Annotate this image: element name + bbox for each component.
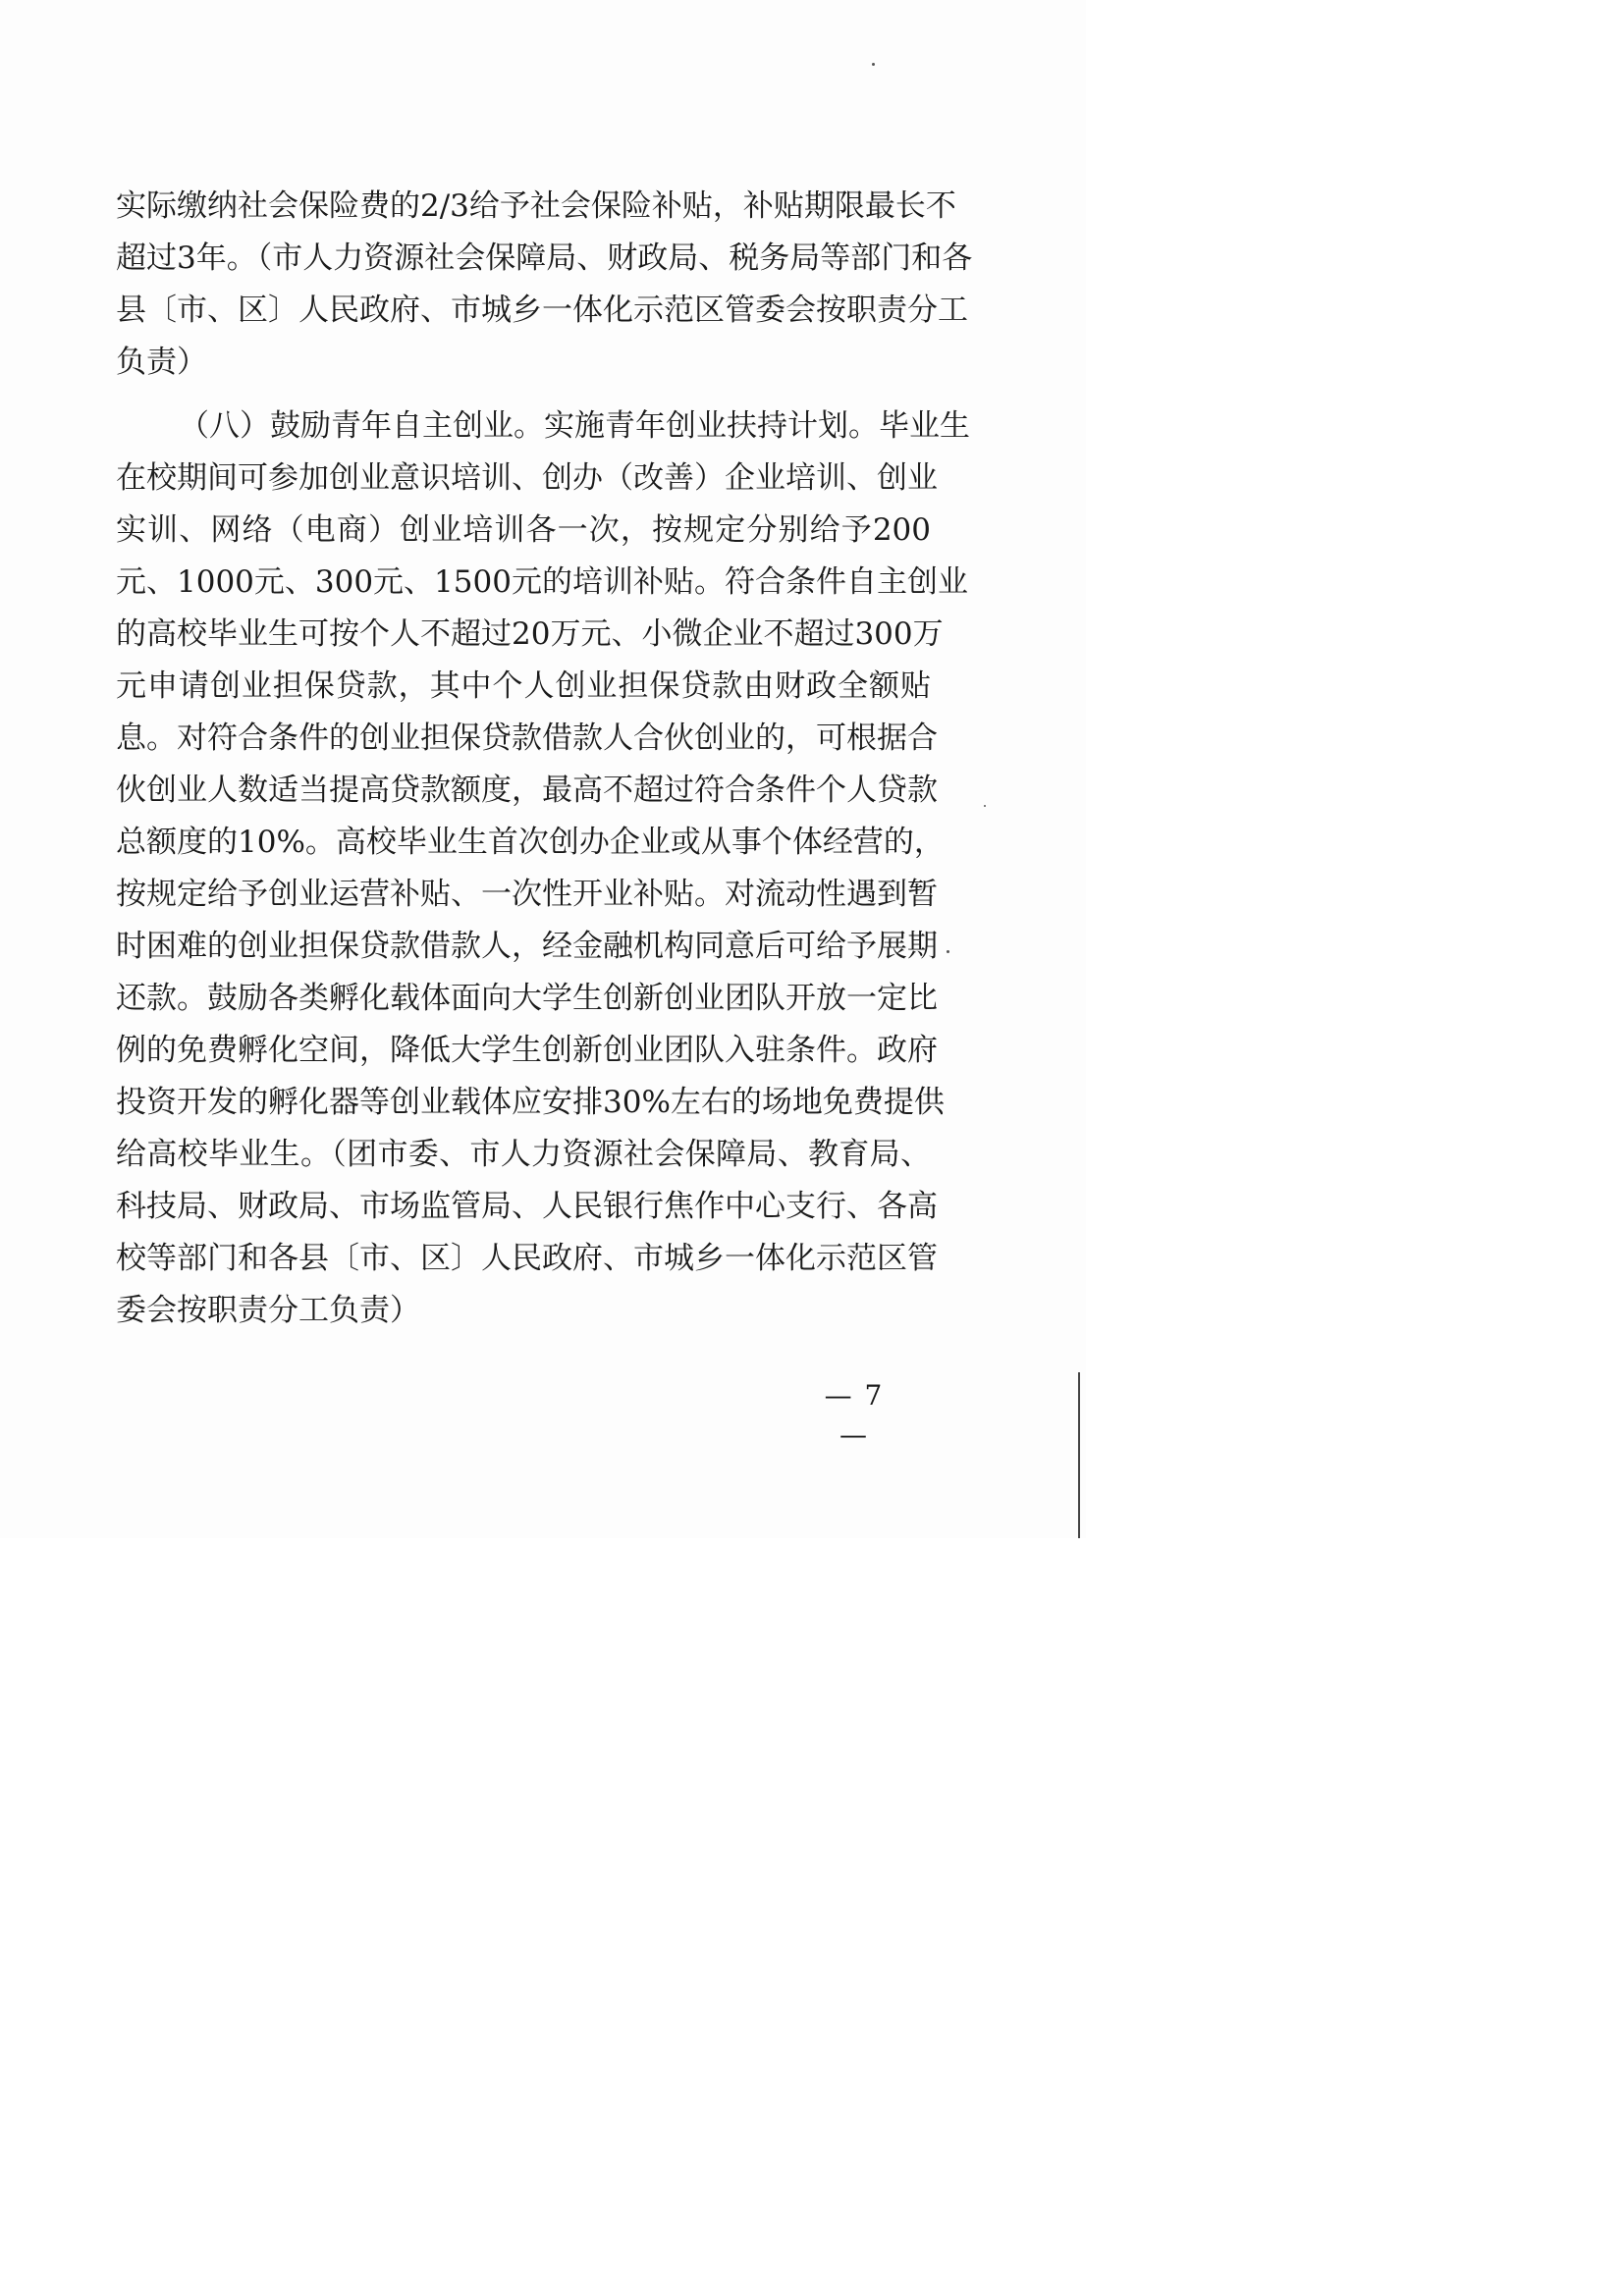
text-line: 还款。鼓励各类孵化载体面向大学生创新创业团队开放一定比 [116, 981, 938, 1016]
text-line: 校等部门和各县〔市、区〕人民政府、市城乡一体化示范区管 [116, 1241, 938, 1276]
text-line: 给高校毕业生。（团市委、市人力资源社会保障局、教育局、 [116, 1137, 931, 1172]
text-line: 实训、网络（电商）创业培训各一次，按规定分别给予200 [116, 512, 931, 548]
text-line: 的高校毕业生可按个人不超过20万元、小微企业不超过300万 [116, 616, 944, 652]
text-line: 科技局、财政局、市场监管局、人民银行焦作中心支行、各高 [116, 1189, 938, 1224]
section-heading-line: （八）鼓励青年自主创业。实施青年创业扶持计划。毕业生 [179, 408, 970, 444]
text-line: 例的免费孵化空间，降低大学生创新创业团队入驻条件。政府 [116, 1033, 938, 1068]
text-line: 实际缴纳社会保险费的2/3给予社会保险补贴，补贴期限最长不 [116, 188, 956, 224]
text-line: 投资开发的孵化器等创业载体应安排30%左右的场地免费提供 [116, 1085, 945, 1120]
text-line: 息。对符合条件的创业担保贷款借款人合伙创业的，可根据合 [116, 721, 938, 756]
scan-speck [872, 63, 875, 66]
text-line: 按规定给予创业运营补贴、一次性开业补贴。对流动性遇到暂 [116, 877, 938, 912]
text-line: 在校期间可参加创业意识培训、创办（改善）企业培训、创业 [116, 460, 938, 496]
text-line: 元、1000元、300元、1500元的培训补贴。符合条件自主创业 [116, 564, 968, 600]
scan-speck [984, 805, 986, 807]
page-number: — 7 — [824, 1379, 885, 1451]
document-page [0, 0, 1086, 1538]
text-line: 超过3年。（市人力资源社会保障局、财政局、税务局等部门和各 [116, 240, 973, 276]
text-line: 负责） [116, 345, 207, 380]
scan-speck [947, 950, 949, 953]
text-line: 元申请创业担保贷款，其中个人创业担保贷款由财政全额贴 [116, 668, 931, 704]
text-line: 总额度的10%。高校毕业生首次创办企业或从事个体经营的， [116, 825, 945, 860]
text-line: 时困难的创业担保贷款借款人，经金融机构同意后可给予展期 [116, 929, 938, 964]
text-line: 县〔市、区〕人民政府、市城乡一体化示范区管委会按职责分工 [116, 293, 968, 328]
text-line: 委会按职责分工负责） [116, 1293, 420, 1328]
scan-edge-mark [1078, 1372, 1080, 1538]
text-line: 伙创业人数适当提高贷款额度，最高不超过符合条件个人贷款 [116, 773, 938, 808]
